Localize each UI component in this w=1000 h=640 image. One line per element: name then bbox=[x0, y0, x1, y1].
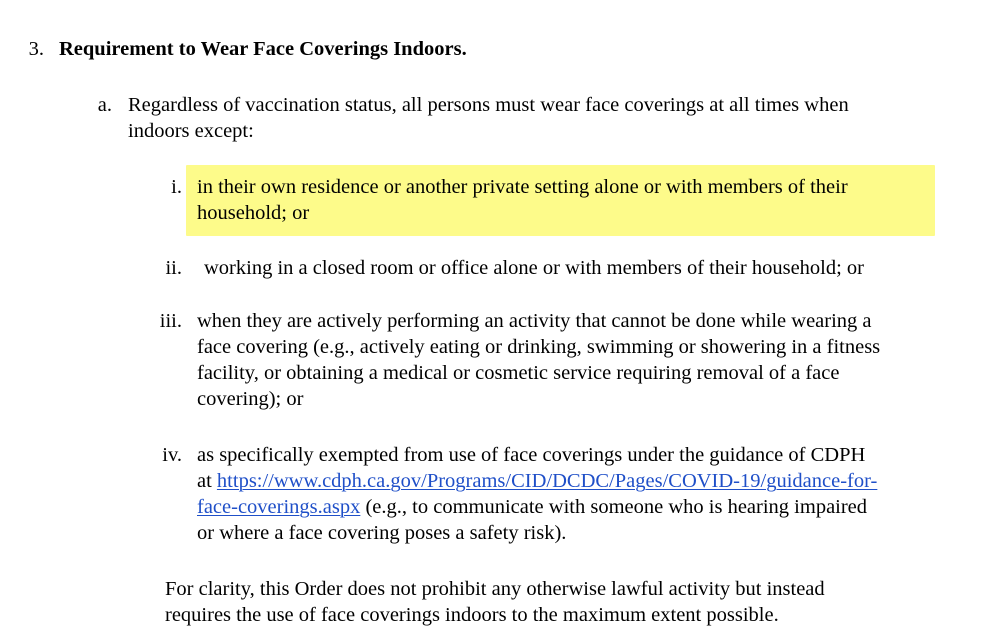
subitem-iv-line-4: or where a face covering poses a safety risk). bbox=[197, 522, 567, 544]
clarity-line-1: For clarity, this Order does not prohibit any otherwise lawful activity but instead bbox=[165, 578, 825, 600]
subitem-iii-marker: iii. bbox=[159, 310, 182, 332]
section-title: Requirement to Wear Face Coverings Indoors. bbox=[59, 38, 467, 60]
subitem-ii-marker: ii. bbox=[165, 257, 182, 279]
subitem-iv-line-2-prefix: at bbox=[197, 470, 217, 492]
cdph-guidance-link-part-2[interactable]: face-coverings.aspx bbox=[197, 496, 361, 518]
clarity-line-2: requires the use of face coverings indoors to the maximum extent possible. bbox=[165, 604, 779, 626]
subitem-i-marker: i. bbox=[171, 176, 182, 198]
subitem-iv-line-3-suffix: (e.g., to communicate with someone who is hearing impaired bbox=[360, 496, 868, 518]
subitem-iii-line-2: face covering (e.g., actively eating or drinking, swimming or showering in a fitness bbox=[197, 336, 881, 358]
subitem-i-line-2: household; or bbox=[197, 202, 310, 224]
subitem-iii-line-4: covering); or bbox=[197, 388, 304, 410]
section-number: 3. bbox=[28, 38, 44, 60]
item-a-marker: a. bbox=[97, 94, 112, 116]
subitem-iv-line-3 bbox=[197, 494, 867, 520]
subitem-ii-line-1: working in a closed room or office alone or with members of their household; or bbox=[204, 257, 865, 279]
cdph-guidance-link-part-1[interactable]: https://www.cdph.ca.gov/Programs/CID/DCDC/Pages/COVID-19/guidance-for- bbox=[216, 470, 878, 492]
subitem-iv-line-2 bbox=[197, 468, 877, 494]
item-a-line-1: Regardless of vaccination status, all persons must wear face coverings at all times when bbox=[128, 94, 849, 116]
item-a-line-2: indoors except: bbox=[128, 120, 254, 142]
subitem-iii-line-3: facility, or obtaining a medical or cosmetic service requiring removal of a face bbox=[197, 362, 840, 384]
subitem-iv-line-1: as specifically exempted from use of face coverings under the guidance of CDPH bbox=[197, 444, 866, 466]
subitem-iii-line-1: when they are actively performing an activity that cannot be done while wearing a bbox=[197, 310, 872, 332]
subitem-i-line-1: in their own residence or another private setting alone or with members of their bbox=[197, 176, 848, 198]
subitem-iv-marker: iv. bbox=[162, 444, 182, 466]
